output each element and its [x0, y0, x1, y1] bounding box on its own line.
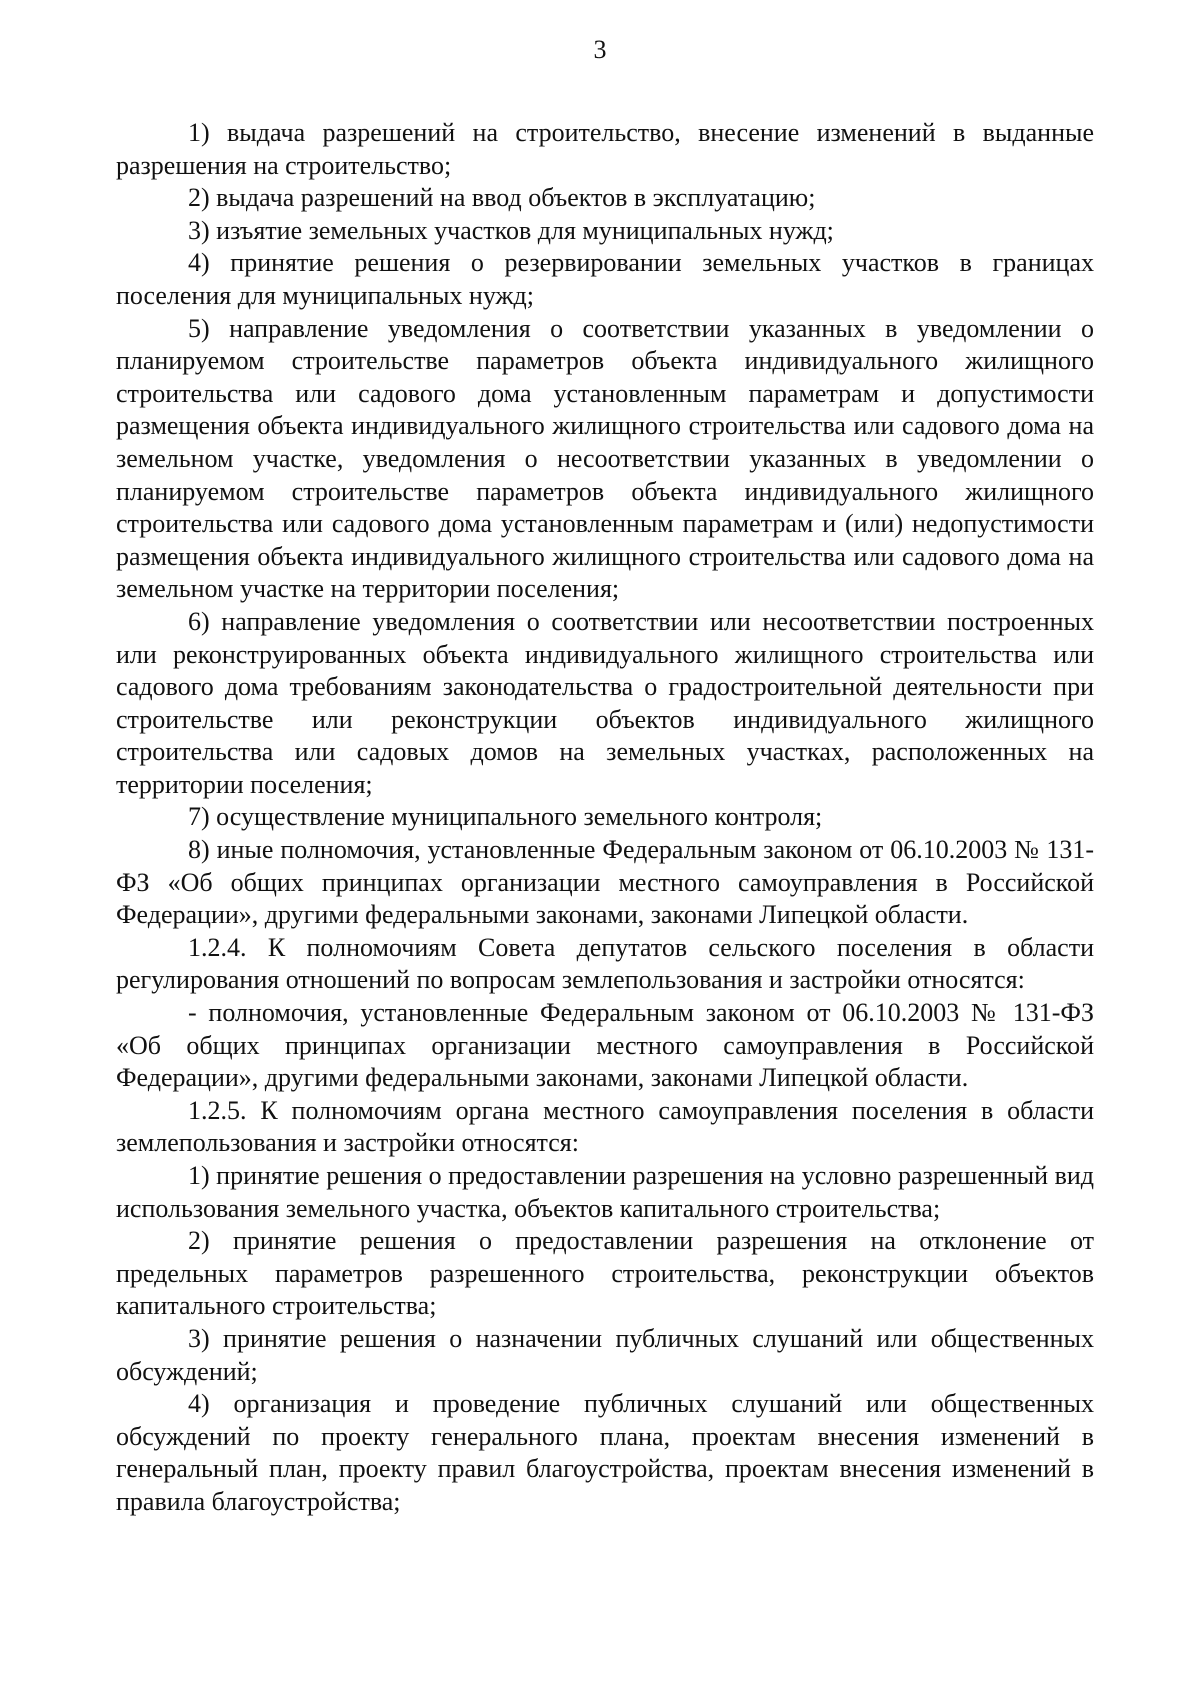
paragraph-subitem-4: 4) организация и проведение публичных слушаний или общественных обсуждений по проекту генерального плана, проектам внесения изменений в генеральный план, проекту правил благоустройства, проектам внесения изменений в правила благоустройства; — [116, 1389, 1094, 1516]
paragraph-subitem-2: 2) принятие решения о предоставлении разрешения на отклонение от предельных параметров разрешенного строительства, реконструкции объектов капитального строительства; — [116, 1226, 1094, 1321]
paragraph-council-powers: - полномочия, установленные Федеральным законом от 06.10.2003 № 131-ФЗ «Об общих принципах организации местного самоуправления в Российской Федерации», другими федеральными законами, законами Липецкой области. — [116, 998, 1094, 1093]
paragraph-item-2: 2) выдача разрешений на ввод объектов в эксплуатацию; — [188, 183, 816, 213]
paragraph-subitem-3: 3) принятие решения о назначении публичных слушаний или общественных обсуждений; — [116, 1323, 1094, 1386]
paragraph-section-1-2-5: 1.2.5. К полномочиям органа местного самоуправления поселения в области землепользования и застройки относятся: — [116, 1095, 1094, 1158]
paragraph-item-7: 7) осуществление муниципального земельного контроля; — [188, 802, 823, 832]
paragraph-item-6: 6) направление уведомления о соответствии или несоответствии построенных или реконструированных объекта индивидуального жилищного строительства или садового дома требованиям законодательства о градостроительной деятельности при строительстве или реконструкции объектов индивидуального жилищного строительства или садовых домов на земельных участках, расположенных на территории поселения; — [116, 606, 1094, 799]
paragraph-item-8: 8) иные полномочия, установленные Федеральным законом от 06.10.2003 № 131-ФЗ «Об общих принципах организации местного самоуправления в Российской Федерации», другими федеральными законами, законами Липецкой области. — [116, 835, 1094, 930]
document-body — [116, 117, 1094, 1519]
paragraph-item-1: 1) выдача разрешений на строительство, внесение изменений в выданные разрешения на строительство; — [116, 118, 1094, 180]
paragraph-item-4: 4) принятие решения о резервировании земельных участков в границах поселения для муниципальных нужд; — [116, 248, 1094, 310]
paragraph-subitem-1: 1) принятие решения о предоставлении разрешения на условно разрешенный вид использования земельного участка, объектов капитального строительства; — [116, 1161, 1094, 1223]
paragraph-item-5: 5) направление уведомления о соответствии указанных в уведомлении о планируемом строительстве параметров объекта индивидуального жилищного строительства или садового дома установленным параметрам и допустимости размещения объекта индивидуального жилищного строительства или садового дома на земельном участке, уведомления о несоответствии указанных в уведомлении о планируемом строительстве параметров объекта индивидуального жилищного строительства или садового дома установленным параметрам и (или) недопустимости размещения объекта индивидуального жилищного строительства или садового дома на земельном участке на территории поселения; — [116, 313, 1094, 604]
paragraph-item-3: 3) изъятие земельных участков для муниципальных нужд; — [188, 215, 834, 245]
paragraph-section-1-2-4: 1.2.4. К полномочиям Совета депутатов сельского поселения в области регулирования отношений по вопросам землепользования и застройки относятся: — [116, 932, 1094, 995]
page-number: 3 — [593, 35, 607, 64]
